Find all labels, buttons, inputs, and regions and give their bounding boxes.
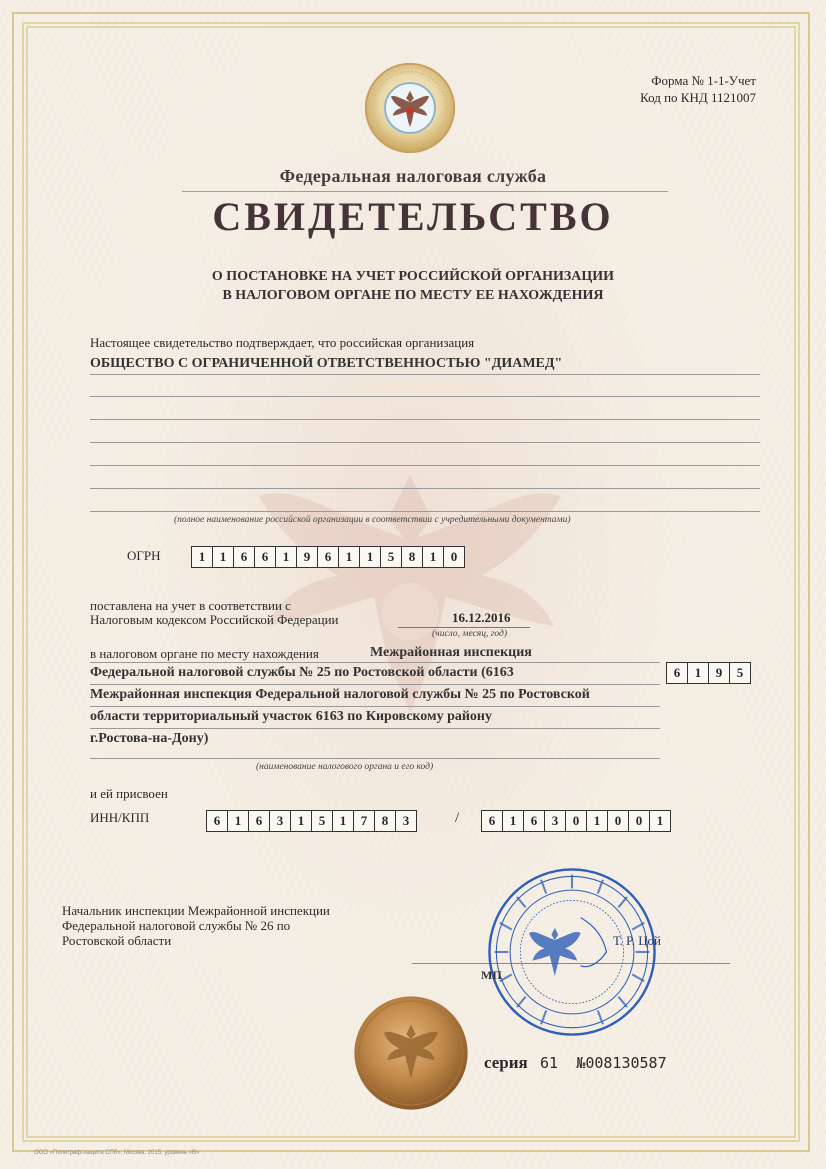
kpp-digit: 6 [482, 811, 503, 831]
inn-digit: 3 [270, 811, 291, 831]
ogrn-digit: 8 [402, 547, 423, 567]
ogrn-digit: 1 [423, 547, 444, 567]
document-title: СВИДЕТЕЛЬСТВО [212, 194, 614, 239]
inn-boxes [206, 810, 417, 832]
organization-caption: (полное наименование российской организации в соответствии с учредительными документами) [174, 515, 571, 525]
serial-number [484, 1053, 667, 1073]
intro-text: Настоящее свидетельство подтверждает, что российская организация [90, 335, 475, 350]
knd-code: Код по КНД 1121007 [640, 90, 756, 105]
official-seal-stamp-icon [486, 866, 658, 1038]
document-number: №008130587 [576, 1054, 667, 1072]
kpp-digit: 1 [656, 813, 664, 828]
ogrn-digit: 0 [450, 549, 458, 564]
tax-authority-intro: в налоговом органе по месту нахождения [90, 646, 319, 661]
assigned-label: и ей присвоен [90, 786, 168, 801]
tax-authority-name-4: области территориальный участок 6163 по Кировскому району [90, 709, 492, 724]
code-digit: 6 [667, 663, 688, 683]
series-label: серия [484, 1053, 528, 1072]
position-line-3: Ростовской области [62, 933, 172, 948]
ogrn-digit: 1 [276, 547, 297, 567]
kpp-boxes [481, 810, 671, 832]
kpp-digit: 1 [503, 811, 524, 831]
fill-line [90, 511, 760, 512]
printer-footer: ООО «Полиграф-защита СПб», Москва, 2015, уровень «В» [34, 1150, 200, 1156]
form-number: Форма № 1-1-Учет [651, 73, 756, 88]
inn-digit: 1 [228, 811, 249, 831]
ogrn-boxes [191, 546, 465, 568]
ogrn-digit: 6 [234, 547, 255, 567]
ogrn-digit: 5 [381, 547, 402, 567]
date-underline [398, 627, 530, 628]
hologram-seal-icon [352, 994, 470, 1112]
registration-line-1: поставлена на учет в соответствии с [90, 598, 291, 613]
tax-authority-name-2: Федеральной налоговой службы № 25 по Ростовской области (6163 [90, 665, 514, 680]
signatory-name: Т. Р. Цой [613, 933, 661, 948]
inn-digit: 5 [312, 811, 333, 831]
subtitle-line-2: В НАЛОГОВОМ ОРГАНЕ ПО МЕСТУ ЕЕ НАХОЖДЕНИЯ [222, 288, 604, 303]
organization-name: ОБЩЕСТВО С ОГРАНИЧЕННОЙ ОТВЕТСТВЕННОСТЬЮ "ДИАМЕД" [90, 356, 563, 371]
registration-date: 16.12.2016 [452, 610, 511, 625]
kpp-digit: 6 [524, 811, 545, 831]
kpp-digit: 1 [587, 811, 608, 831]
fill-line [90, 488, 760, 489]
inn-digit: 7 [354, 811, 375, 831]
tax-authority-caption: (наименование налогового органа и его код) [256, 762, 434, 772]
inn-digit: 8 [375, 811, 396, 831]
ogrn-digit: 1 [213, 547, 234, 567]
fill-line [90, 684, 660, 685]
fill-line [90, 396, 760, 397]
fill-line [90, 442, 760, 443]
position-line-1: Начальник инспекции Межрайонной инспекции [62, 903, 330, 918]
ogrn-digit: 1 [360, 547, 381, 567]
position-line-2: Федеральной налоговой службы № 26 по [62, 918, 291, 933]
form-identifier [560, 72, 756, 106]
fill-line [90, 374, 760, 375]
inn-digit: 6 [249, 811, 270, 831]
inn-kpp-separator: / [455, 810, 460, 826]
ogrn-digit: 1 [339, 547, 360, 567]
code-digit: 5 [736, 665, 744, 680]
subtitle-line-1: О ПОСТАНОВКЕ НА УЧЕТ РОССИЙСКОЙ ОРГАНИЗАЦИИ [211, 269, 615, 284]
code-digit: 9 [709, 663, 730, 683]
tax-authority-name-1: Межрайонная инспекция [370, 645, 532, 660]
service-name: Федеральная налоговая служба [279, 166, 547, 186]
signatory-position [62, 903, 330, 948]
inn-digit: 6 [207, 811, 228, 831]
fill-line [90, 662, 660, 663]
kpp-digit: 0 [566, 811, 587, 831]
kpp-digit: 3 [545, 811, 566, 831]
ogrn-digit: 6 [255, 547, 276, 567]
inn-kpp-label: ИНН/КПП [90, 810, 150, 825]
tax-authority-name-5: г.Ростова-на-Дону) [90, 731, 209, 746]
tax-authority-code-boxes [666, 662, 751, 684]
kpp-digit: 0 [608, 811, 629, 831]
state-emblem-icon [362, 60, 458, 156]
kpp-digit: 0 [629, 811, 650, 831]
registration-line-2: Налоговым кодексом Российской Федерации [90, 612, 339, 627]
seal-place-label: МП [481, 968, 502, 982]
ogrn-digit: 1 [192, 547, 213, 567]
fill-line [90, 758, 660, 759]
ogrn-digit: 6 [318, 547, 339, 567]
date-caption: (число, месяц, год) [432, 629, 508, 639]
fill-line [90, 465, 760, 466]
series-value: 61 [540, 1054, 559, 1072]
inn-digit: 3 [402, 813, 410, 828]
fill-line [90, 728, 660, 729]
code-digit: 1 [688, 663, 709, 683]
ogrn-digit: 9 [297, 547, 318, 567]
tax-authority-name-3: Межрайонная инспекция Федеральной налоговой службы № 25 по Ростовской [90, 687, 590, 702]
inn-digit: 1 [333, 811, 354, 831]
fill-line [90, 706, 660, 707]
ogrn-label: ОГРН [127, 548, 161, 563]
service-underline [182, 191, 668, 192]
document-subtitle [140, 267, 686, 305]
fill-line [90, 419, 760, 420]
inn-digit: 1 [291, 811, 312, 831]
